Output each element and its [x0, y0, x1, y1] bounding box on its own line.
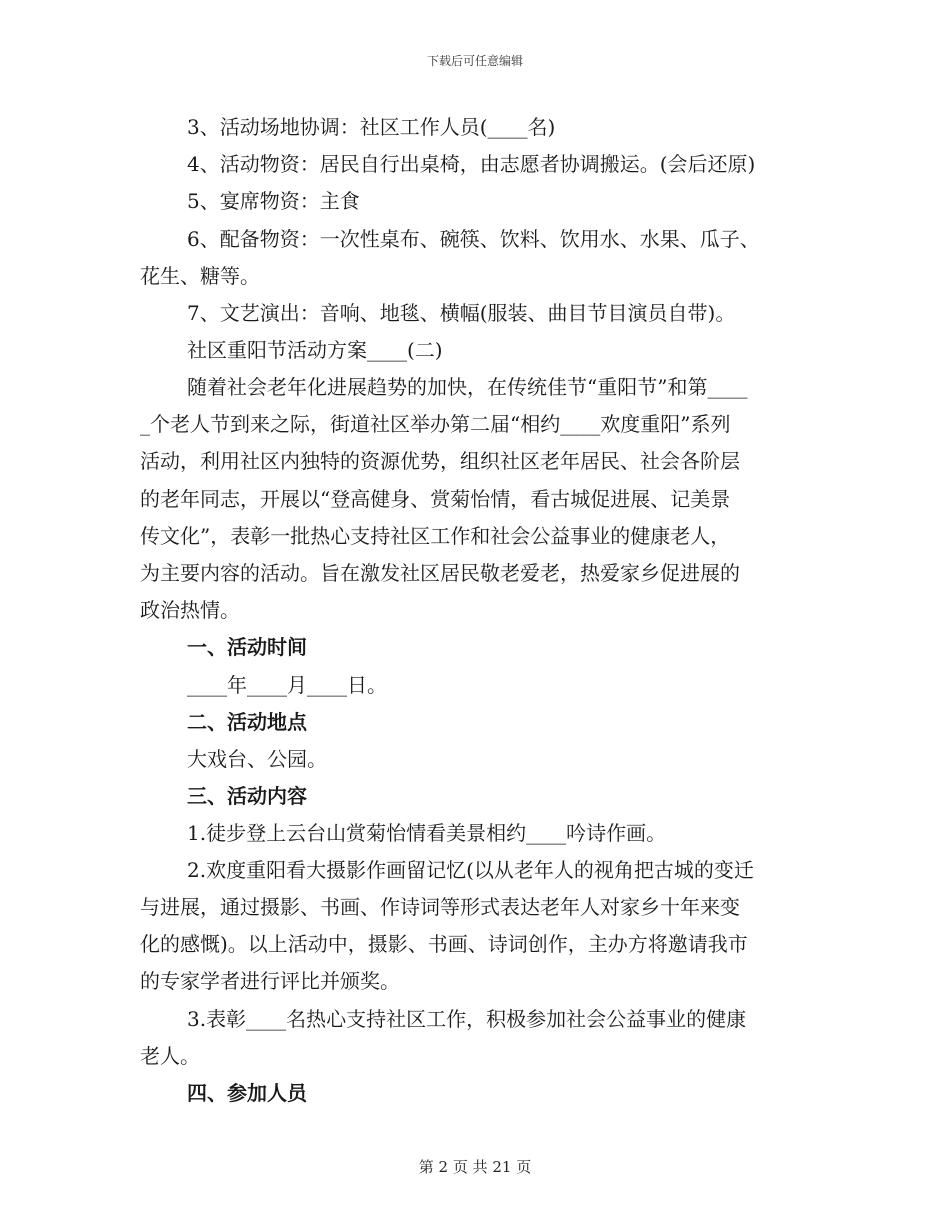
paragraph-line: _个老人节到来之际，街道社区举办第二届“相约____欢度重阳”系列 [140, 412, 731, 436]
content-item-2-cont: 的专家学者进行评比并颁奖。 [140, 969, 400, 993]
content-item-1: 1.徒步登上云台山赏菊怡情看美景相约____吟诗作画。 [187, 821, 667, 845]
paragraph-line: 活动，利用社区内独特的资源优势，组织社区老年居民、社会各阶层 [140, 449, 740, 473]
heading-location: 二、活动地点 [187, 710, 307, 734]
list-item-equipment-cont: 花生、糖等。 [140, 264, 260, 288]
list-item-venue: 3、活动场地协调：社区工作人员(____名) [187, 115, 556, 139]
heading-participants: 四、参加人员 [187, 1081, 307, 1105]
paragraph-line: 传文化”，表彰一批热心支持社区工作和社会公益事业的健康老人， [140, 524, 731, 548]
date-line: ____年____月____日。 [187, 673, 387, 697]
content-item-2-cont: 与进展，通过摄影、书画、作诗词等形式表达老年人对家乡十年来变 [140, 895, 740, 919]
section-title: 社区重阳节活动方案____(二) [187, 338, 443, 362]
paragraph-line: 随着社会老年化进展趋势的加快，在传统佳节“重阳节”和第____ [187, 375, 748, 399]
content-item-2-cont: 化的感慨)。以上活动中，摄影、书画、诗词创作，主办方将邀请我市 [140, 932, 748, 956]
list-item-supplies: 4、活动物资：居民自行出桌椅，由志愿者协调搬运。(会后还原) [187, 152, 756, 176]
content-item-3: 3.表彰____名热心支持社区工作，积极参加社会公益事业的健康 [187, 1007, 747, 1031]
page-footer: 第 2 页 共 21 页 [418, 1158, 532, 1176]
paragraph-line: 政治热情。 [140, 598, 240, 622]
content-item-3-cont: 老人。 [140, 1044, 200, 1068]
heading-time: 一、活动时间 [187, 635, 307, 659]
paragraph-line: 为主要内容的活动。旨在激发社区居民敬老爱老，热爱家乡促进展的 [140, 561, 740, 585]
list-item-banquet: 5、宴席物资：主食 [187, 189, 360, 213]
paragraph-line: 的老年同志，开展以“登高健身、赏菊怡情，看古城促进展、记美景 [140, 487, 731, 511]
list-item-performance: 7、文艺演出：音响、地毯、横幅(服装、曲目节目演员自带)。 [187, 301, 736, 325]
content-item-2: 2.欢度重阳看大摄影作画留记忆(以从老年人的视角把古城的变迁 [187, 858, 754, 882]
page-header: 下载后可任意编辑 [426, 54, 523, 68]
heading-content: 三、活动内容 [187, 784, 307, 808]
location-line: 大戏台、公园。 [187, 747, 327, 771]
list-item-equipment: 6、配备物资：一次性桌布、碗筷、饮料、饮用水、水果、瓜子、 [187, 227, 760, 251]
